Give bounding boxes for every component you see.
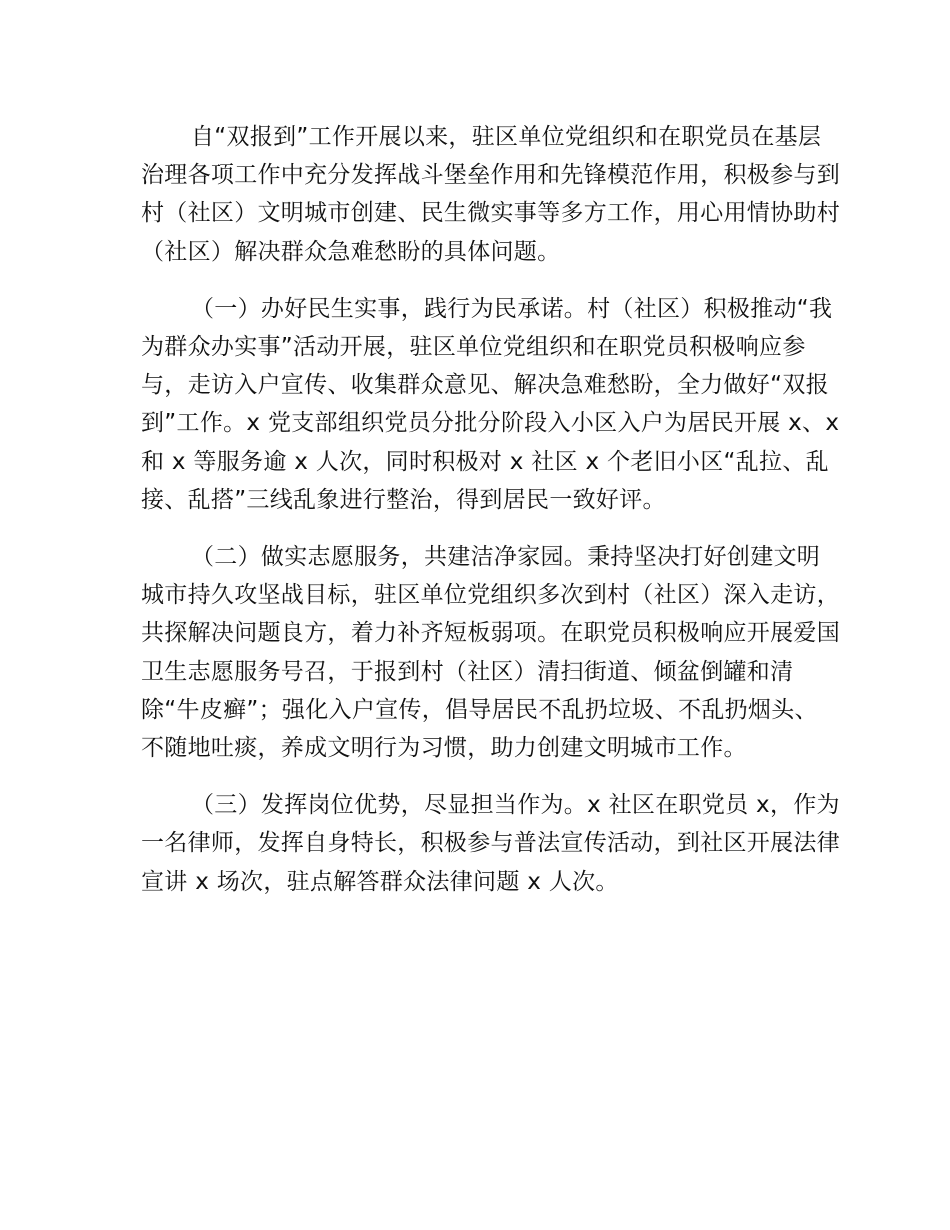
paragraph-intro: 自“双报到”工作开展以来，驻区单位党组织和在职党员在基层治理各项工作中充分发挥战斗堡垒作用和先锋模范作用，积极参与到村（社区）文明城市创建、民生微实事等多方工作，用心用情协助村（社区）解决群众急难愁盼的具体问题。 [141, 124, 840, 265]
document-body [141, 118, 841, 901]
paragraph-section-3: （三）发挥岗位优势，尽显担当作为。x 社区在职党员 x，作为一名律师，发挥自身特长，积极参与普法宣传活动，到社区开展法律宣讲 x 场次，驻点解答群众法律问题 x 人次。 [141, 792, 840, 895]
paragraph-section-2: （二）做实志愿服务，共建洁净家园。秉持坚决打好创建文明城市持久攻坚战目标，驻区单位党组织多次到村（社区）深入走访，共探解决问题良方，着力补齐短板弱项。在职党员积极响应开展爱国卫生志愿服务号召，于报到村（社区）清扫街道、倾盆倒罐和清除“牛皮癣”；强化入户宣传，倡导居民不乱扔垃圾、不乱扔烟头、不随地吐痰，养成文明行为习惯，助力创建文明城市工作。 [141, 544, 840, 762]
paragraph-section-1: （一）办好民生实事，践行为民承诺。村（社区）积极推动“我为群众办实事”活动开展，驻区单位党组织和在职党员积极响应参与，走访入户宣传、收集群众意见、解决急难愁盼，全力做好“双报到”工作。x 党支部组织党员分批分阶段入小区入户为居民开展 x、x 和 x 等服务逾 x 人次，同时积极对 x 社区 x 个老旧小区“乱拉、乱接、乱搭”三线乱象进行整治，得到居民一致好评。 [141, 295, 840, 513]
